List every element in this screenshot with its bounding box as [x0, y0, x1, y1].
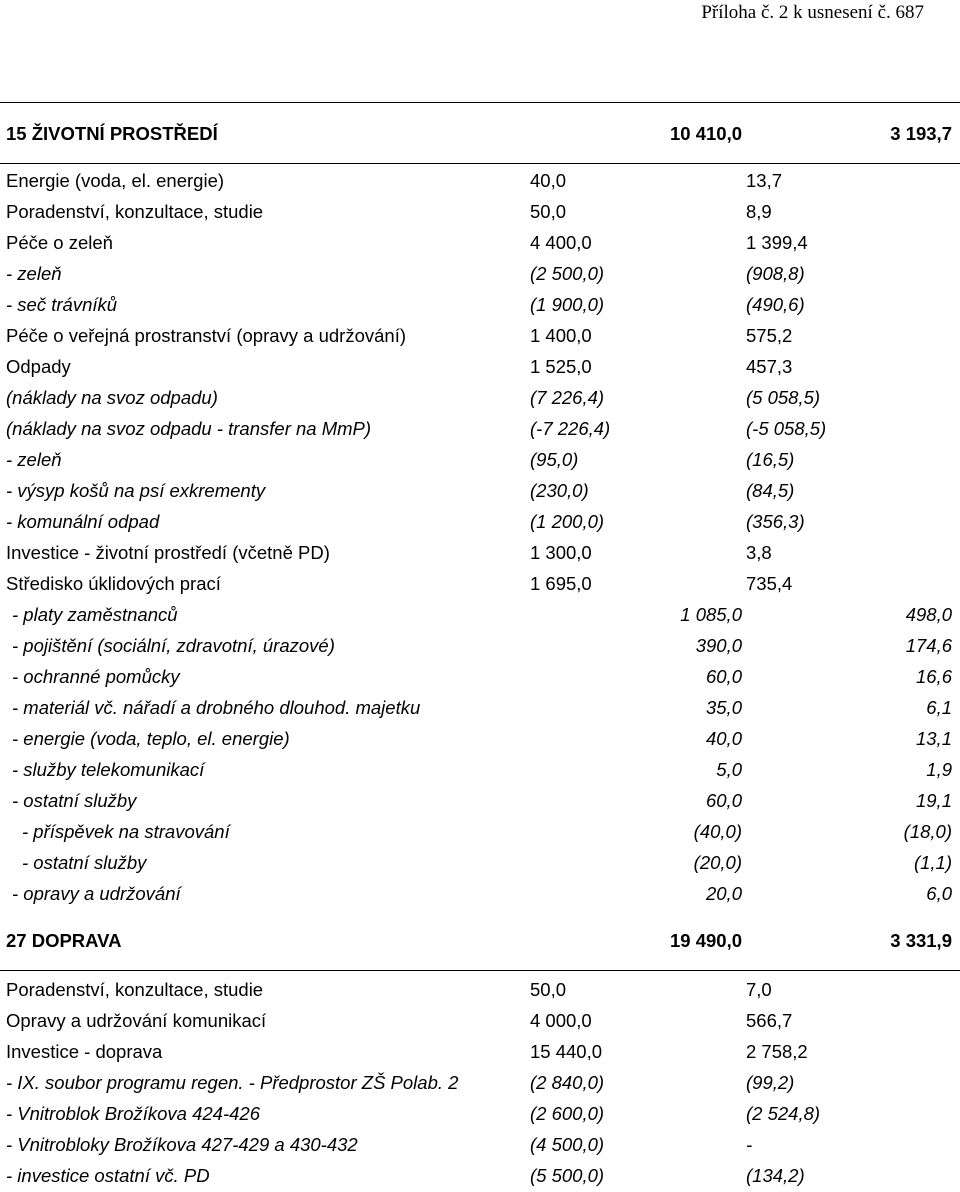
section-heading	[0, 910, 960, 971]
table-row	[0, 1068, 960, 1099]
row-value-2: (134,2)	[746, 1165, 805, 1186]
table-row	[0, 166, 960, 197]
table-row	[0, 1037, 960, 1068]
row-value-1: (230,0)	[530, 480, 589, 501]
row-value-1: 60,0	[705, 666, 742, 687]
row-value-1: 1 400,0	[530, 325, 592, 346]
row-label: Středisko úklidových prací	[6, 573, 221, 594]
table-row	[0, 414, 960, 445]
row-value-2: (84,5)	[746, 480, 795, 501]
row-label: - služby telekomunikací	[12, 759, 205, 780]
row-value-2: 8,9	[746, 201, 772, 222]
row-value-2: (1,1)	[913, 852, 952, 873]
row-value-2: 13,7	[746, 170, 783, 191]
row-label: - investice ostatní vč. PD	[6, 1165, 210, 1186]
section-value-2: 3 331,9	[890, 930, 952, 951]
row-value-1: (4 500,0)	[530, 1134, 605, 1155]
row-value-2: 735,4	[746, 573, 793, 594]
row-value-2: (-5 058,5)	[746, 418, 827, 439]
row-value-2: 2 758,2	[746, 1041, 808, 1062]
table-row	[0, 662, 960, 693]
row-value-1: 5,0	[716, 759, 742, 780]
row-label: - energie (voda, teplo, el. energie)	[12, 728, 290, 749]
row-value-2: 6,1	[926, 697, 952, 718]
table-row	[0, 197, 960, 228]
row-value-1: 50,0	[530, 201, 567, 222]
row-label: Opravy a udržování komunikací	[6, 1010, 267, 1031]
section-value-1: 19 490,0	[669, 930, 742, 951]
table-row	[0, 352, 960, 383]
table-row	[0, 724, 960, 755]
row-value-1: 1 085,0	[680, 604, 742, 625]
row-value-1: 390,0	[695, 635, 742, 656]
table-row	[0, 600, 960, 631]
table-row	[0, 975, 960, 1006]
row-value-2: (18,0)	[903, 821, 952, 842]
row-value-2: (16,5)	[746, 449, 795, 470]
table-row	[0, 1099, 960, 1130]
row-value-1: 35,0	[705, 697, 742, 718]
row-value-1: (95,0)	[530, 449, 579, 470]
table-row	[0, 755, 960, 786]
row-value-1: (5 500,0)	[530, 1165, 605, 1186]
table-row	[0, 693, 960, 724]
row-label: - Vnitrobloky Brožíkova 427-429 a 430-432	[6, 1134, 358, 1155]
row-value-2: 13,1	[915, 728, 952, 749]
row-label: - platy zaměstnanců	[12, 604, 178, 625]
row-value-1: (40,0)	[693, 821, 742, 842]
row-value-1: (2 840,0)	[530, 1072, 605, 1093]
row-value-2: (908,8)	[746, 263, 805, 284]
row-value-2: 7,0	[746, 979, 772, 1000]
section-title: 27 DOPRAVA	[6, 930, 122, 951]
row-label: - zeleň	[6, 449, 62, 470]
row-value-1: 15 440,0	[530, 1041, 603, 1062]
row-label: (náklady na svoz odpadu)	[6, 387, 218, 408]
row-label: Investice - životní prostředí (včetně PD)	[6, 542, 330, 563]
row-label: - opravy a udržování	[12, 883, 181, 904]
row-label: - materiál vč. nářadí a drobného dlouhod. majetku	[12, 697, 421, 718]
budget-table	[0, 102, 960, 1192]
table-row	[0, 1130, 960, 1161]
row-value-1: 1 695,0	[530, 573, 592, 594]
section-value-2: 3 193,7	[890, 123, 952, 144]
table-row	[0, 1006, 960, 1037]
row-label: - ostatní služby	[22, 852, 147, 873]
row-value-2: -	[746, 1134, 753, 1155]
row-value-2: 6,0	[926, 883, 952, 904]
row-value-2: 498,0	[905, 604, 952, 625]
row-value-2: 174,6	[905, 635, 952, 656]
table-row	[0, 445, 960, 476]
table-row	[0, 817, 960, 848]
row-value-2: 575,2	[746, 325, 793, 346]
row-label: Investice - doprava	[6, 1041, 163, 1062]
row-value-2: 16,6	[915, 666, 952, 687]
row-label: - seč trávníků	[6, 294, 118, 315]
section-title: 15 ŽIVOTNÍ PROSTŘEDÍ	[6, 123, 218, 144]
table-row	[0, 879, 960, 910]
row-value-2: 1,9	[926, 759, 952, 780]
table-row	[0, 786, 960, 817]
row-value-1: 1 300,0	[530, 542, 592, 563]
row-value-2: (2 524,8)	[746, 1103, 821, 1124]
table-row	[0, 290, 960, 321]
table-row	[0, 321, 960, 352]
row-value-2: (490,6)	[746, 294, 805, 315]
row-value-1: (7 226,4)	[530, 387, 605, 408]
row-value-1: (-7 226,4)	[530, 418, 611, 439]
table-row	[0, 631, 960, 662]
row-value-1: 60,0	[705, 790, 742, 811]
row-label: - pojištění (sociální, zdravotní, úrazové)	[12, 635, 335, 656]
row-value-2: (99,2)	[746, 1072, 795, 1093]
row-label: Péče o zeleň	[6, 232, 113, 253]
table-row	[0, 507, 960, 538]
row-value-1: 50,0	[530, 979, 567, 1000]
row-label: Poradenství, konzultace, studie	[6, 201, 264, 222]
row-value-1: (1 200,0)	[530, 511, 605, 532]
table-row	[0, 383, 960, 414]
row-value-1: 20,0	[705, 883, 742, 904]
table-row	[0, 569, 960, 600]
row-value-2: 1 399,4	[746, 232, 808, 253]
row-label: - zeleň	[6, 263, 62, 284]
row-label: Energie (voda, el. energie)	[6, 170, 225, 191]
row-value-1: (2 600,0)	[530, 1103, 605, 1124]
row-value-2: (5 058,5)	[746, 387, 821, 408]
table-row	[0, 228, 960, 259]
row-value-1: (1 900,0)	[530, 294, 605, 315]
table-row	[0, 259, 960, 290]
row-value-2: (356,3)	[746, 511, 805, 532]
row-label: - ostatní služby	[12, 790, 137, 811]
section-heading	[0, 103, 960, 164]
row-label: - příspěvek na stravování	[22, 821, 230, 842]
row-label: - komunální odpad	[6, 511, 160, 532]
table-row	[0, 848, 960, 879]
resolution-attachment-note: Příloha č. 2 k usnesení č. 687	[701, 2, 924, 23]
row-value-2: 19,1	[915, 790, 952, 811]
row-value-2: 3,8	[746, 542, 772, 563]
section-value-1: 10 410,0	[669, 123, 742, 144]
table-row	[0, 476, 960, 507]
row-label: - Vnitroblok Brožíkova 424-426	[6, 1103, 260, 1124]
row-label: Péče o veřejná prostranství (opravy a udržování)	[6, 325, 406, 346]
row-label: - výsyp košů na psí exkrementy	[6, 480, 266, 501]
row-value-1: 4 400,0	[530, 232, 592, 253]
table-row	[0, 1161, 960, 1192]
row-value-1: 40,0	[530, 170, 567, 191]
table-row	[0, 538, 960, 569]
row-label: (náklady na svoz odpadu - transfer na MmP)	[6, 418, 372, 439]
row-value-1: 1 525,0	[530, 356, 592, 377]
row-label: Poradenství, konzultace, studie	[6, 979, 264, 1000]
row-value-1: 4 000,0	[530, 1010, 592, 1031]
row-value-1: 40,0	[705, 728, 742, 749]
row-label: Odpady	[6, 356, 71, 377]
row-value-2: 566,7	[746, 1010, 793, 1031]
row-value-1: (2 500,0)	[530, 263, 605, 284]
row-label: - ochranné pomůcky	[12, 666, 180, 687]
row-value-1: (20,0)	[693, 852, 742, 873]
row-label: - IX. soubor programu regen. - Předprostor ZŠ Polab. 2	[6, 1072, 459, 1093]
row-value-2: 457,3	[746, 356, 793, 377]
